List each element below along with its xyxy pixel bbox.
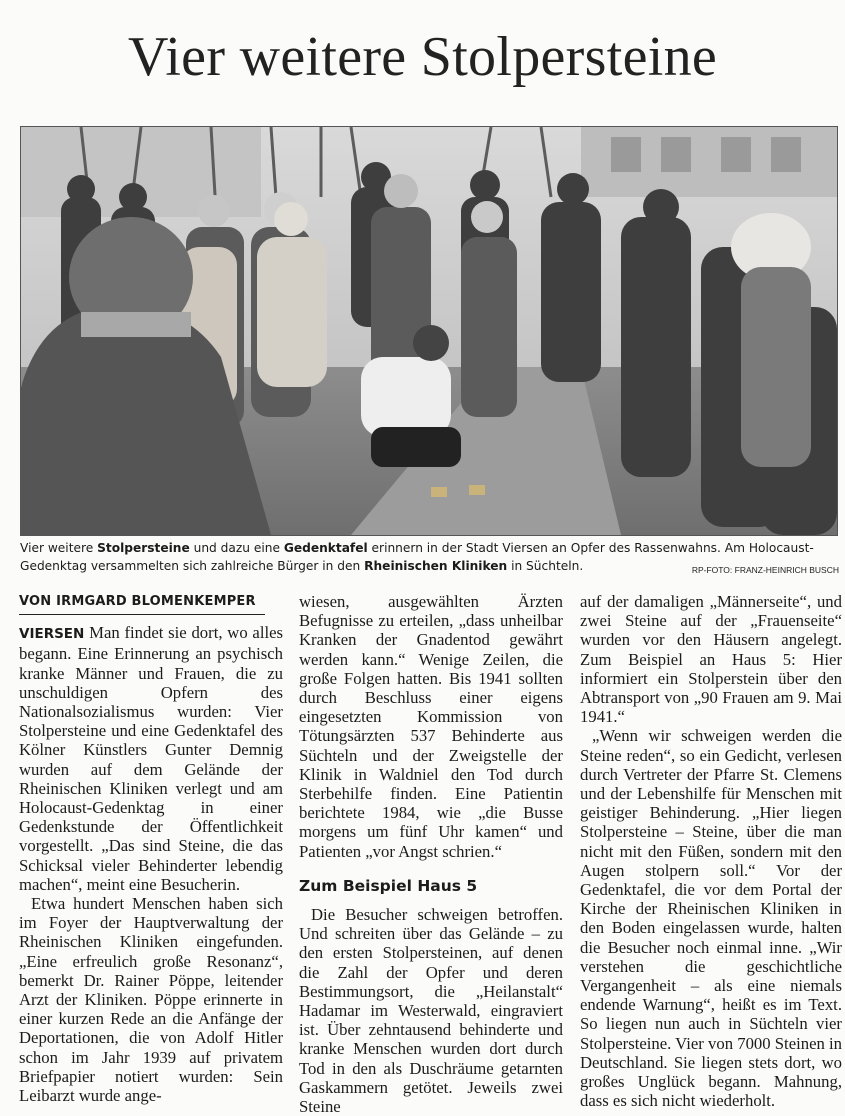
paragraph: wiesen, ausgewählten Ärzten Befugnisse zu erteilen, „dass unheilbar Kranken der Gnadentod gewährt werden kann.“ Wenige Zeilen, die große Folgen hatten. Bis 1941 sollten durch Beschluss einer eigens eingesetzten Kommission von Tötungsärzten 537 Behinderte aus Süchteln und der Zweigstelle der Klinik in Waldniel den Tod durch Sterbehilfe finden. Eine Patientin berichtete 1984, wie „die Busse morgens um fünf Uhr kamen“ und Patienten „vor Angst schrien.“ [299,592,563,861]
paragraph: auf der damaligen „Männerseite“, und zwei Steine auf der „Frauenseite“ wurden vor den Häusern angelegt. Zum Beispiel an Haus 5: Hier informiert ein Stolperstein über den Abtransport von „90 Frauen am 9. Mai 1941.“ [580,592,842,727]
column-1 [19,592,283,1105]
subheading: Zum Beispiel Haus 5 [299,876,478,895]
paragraph [19,623,283,894]
caption-bold: Rheinischen Kliniken [364,559,508,573]
caption-bold: Gedenktafel [283,541,368,555]
paragraph-text: Man findet sie dort, wo alles begann. Eine Erinnerung an psychisch kranke Männer und Frauen, die zu unschuldigen Opfern des Nationalsozialismus wurden: Vier Stolpersteine und eine Gedenktafel des Kölner Künstlers Gunter Demnig wurden auf dem Gelände der Rheinischen Kliniken verlegt und am Holocaust-Gedenktag in einer Gedenkstunde der Öffentlichkeit vorgestellt. „Das sind Steine, die das Schicksal vieler Behinderter lebendig machen“, meint eine Besucherin. [19,623,284,894]
photo-credit: RP-FOTO: FRANZ-HEINRICH BUSCH [691,565,839,575]
byline: VON IRMGARD BLOMENKEMPER [19,592,265,615]
dateline: VIERSEN [19,626,85,643]
headline: Vier weitere Stolpersteine [127,26,718,88]
paragraph: Etwa hundert Menschen haben sich im Foyer der Hauptverwaltung der Rheinischen Kliniken eingefunden. „Eine erfreulich große Resonanz“, bemerkt Dr. Rainer Pöppe, leitender Arzt der Kliniken. Pöppe erinnerte in einer kurzen Rede an die Anfänge der Deportationen, die von Adolf Hitler schon im Jahr 1939 auf privatem Briefpapier notiert wurden: Sein Leibarzt wurde ange- [19,894,283,1106]
caption-part: Vier weitere [20,541,98,555]
column-2 [299,592,563,1116]
paragraph: „Wenn wir schweigen werden die Steine reden“, so ein Gedicht, verlesen durch Vertreter der Pfarre St. Clemens und der Lebenshilfe für Menschen mit geistiger Behinderung. „Hier liegen Stolpersteine – Steine, über die man nicht mit den Füßen, sondern mit den Augen stolpern soll.“ Vor der Gedenktafel, die vor dem Portal der Kirche der Rheinischen Kliniken in den Boden eingelassen wurde, halten die Besucher noch einmal inne. „Wir verstehen die geschichtliche Vergangenheit – als eine niemals endende Warnung“, heißt es im Text. So liegen nun auch in Süchteln vier Stolpersteine. Vier von 7000 Steinen in Deutschland. Sie liegen stets dort, wo großes Unglück begann. Mahnung, dass es sich nicht wiederholt. [580,726,842,1111]
caption-part: und dazu eine [189,541,284,555]
caption-bold: Stolpersteine [97,541,190,555]
crowd-photo [20,126,838,536]
caption-part: erinnern in der Stadt Viersen an Opfer des Rassenwahns. Am Holocaust-Gedenktag versammelten sich zahlreiche Bürger in den [20,541,814,573]
column-3 [580,592,842,1110]
caption-part: in Süchteln. [507,559,584,573]
paragraph: Die Besucher schweigen betroffen. Und schreiten über das Gelände – zu den ersten Stolpersteinen, auf denen die Zahl der Opfer und deren Bestimmungsort, die „Heilanstalt“ Hadamar im Westerwald, eingraviert ist. Über zehntausend behinderte und kranke Menschen wurden dort durch Tod in den als Duschräume getarnten Gaskammern getötet. Jeweils zwei Steine [299,905,563,1116]
